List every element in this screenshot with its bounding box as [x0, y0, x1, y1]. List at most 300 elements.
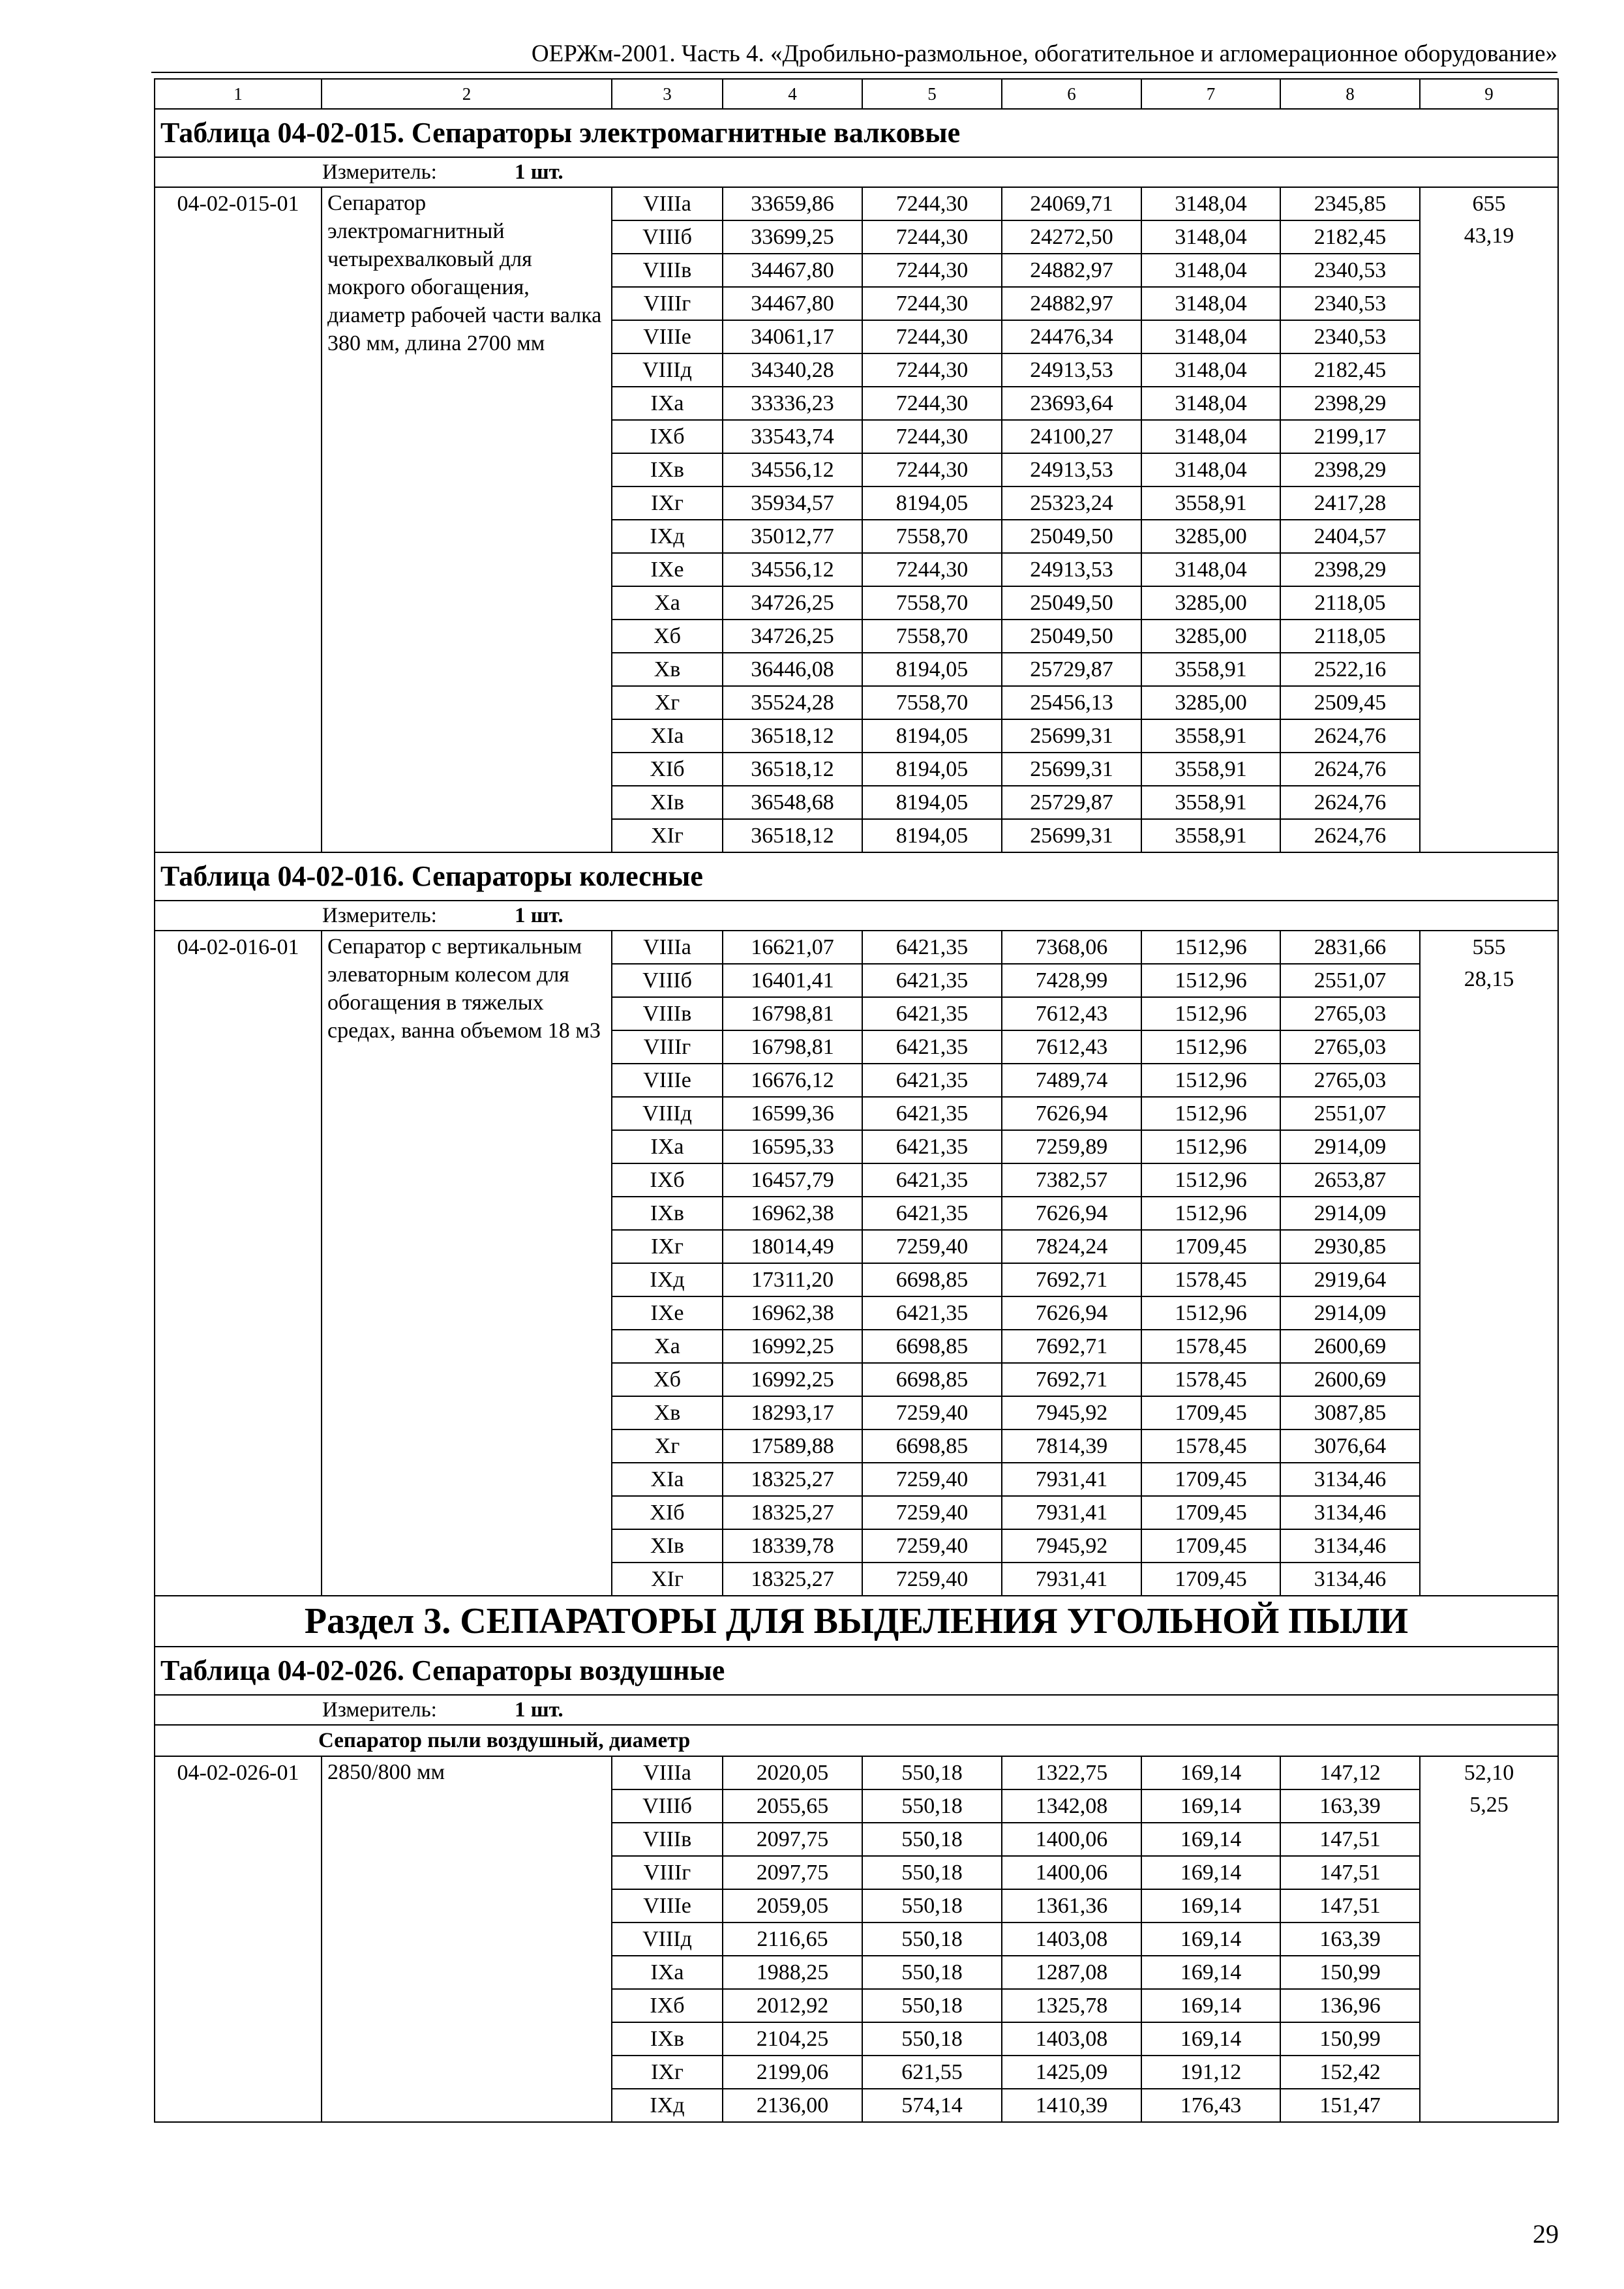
rate-description: Сепаратор с вертикальным элеваторным колесом для обогащения в тяжелых средах, ванна объемом 18 м3	[322, 931, 612, 1596]
table-cell: 24913,53	[1002, 453, 1141, 486]
table-cell: 1578,45	[1141, 1429, 1280, 1463]
table-cell: 7824,24	[1002, 1230, 1141, 1263]
table-cell: XIб	[612, 753, 723, 786]
table-cell: 3148,04	[1141, 453, 1280, 486]
table-cell: 1578,45	[1141, 1263, 1280, 1296]
table-cell: 3558,91	[1141, 719, 1280, 753]
table-title-row	[155, 109, 1558, 157]
column-number-row	[155, 79, 1558, 109]
table-cell: 176,43	[1141, 2089, 1280, 2122]
table-cell: 3134,46	[1280, 1463, 1420, 1496]
table-cell: 1425,09	[1002, 2056, 1141, 2089]
table-cell: 2509,45	[1280, 686, 1420, 719]
table-cell: 34726,25	[723, 620, 862, 653]
table-cell: 621,55	[862, 2056, 1002, 2089]
table-cell: 3148,04	[1141, 220, 1280, 254]
table-cell: 18293,17	[723, 1396, 862, 1429]
table-cell: 7945,92	[1002, 1396, 1141, 1429]
table-cell: 25323,24	[1002, 486, 1141, 520]
table-cell: VIIIв	[612, 1823, 723, 1856]
table-cell: VIIIа	[612, 931, 723, 964]
table-row	[155, 187, 1558, 220]
table-cell: 2930,85	[1280, 1230, 1420, 1263]
table-cell: 7259,40	[862, 1496, 1002, 1529]
table-cell: 34467,80	[723, 254, 862, 287]
column-number: 5	[862, 79, 1002, 109]
table-cell: 3087,85	[1280, 1396, 1420, 1429]
measure-cell	[155, 1695, 1558, 1725]
table-cell: 1342,08	[1002, 1789, 1141, 1823]
table-cell: 7612,43	[1002, 1030, 1141, 1064]
table-cell: 3076,64	[1280, 1429, 1420, 1463]
table-cell: 2012,92	[723, 1989, 862, 2022]
table-cell: 33659,86	[723, 187, 862, 220]
table-cell: 23693,64	[1002, 387, 1141, 420]
table-cell: IXд	[612, 520, 723, 553]
column-9-value: 555	[1472, 935, 1506, 959]
table-cell: 7382,57	[1002, 1163, 1141, 1197]
table-cell: 33543,74	[723, 420, 862, 453]
table-cell: 7259,40	[862, 1563, 1002, 1596]
table-cell: 7259,40	[862, 1230, 1002, 1263]
table-cell: IXд	[612, 1263, 723, 1296]
table-cell: Xа	[612, 1330, 723, 1363]
table-cell: 25049,50	[1002, 620, 1141, 653]
measure-label: Измеритель:	[322, 160, 437, 184]
table-cell: 2551,07	[1280, 964, 1420, 997]
table-cell: 2182,45	[1280, 353, 1420, 387]
table-cell: 2522,16	[1280, 653, 1420, 686]
measure-value: 1 шт.	[515, 904, 564, 927]
column-9-values	[1420, 931, 1558, 1596]
table-cell: 1403,08	[1002, 1922, 1141, 1956]
table-cell: 150,99	[1280, 1956, 1420, 1989]
table-cell: VIIIд	[612, 1097, 723, 1130]
table-cell: 16621,07	[723, 931, 862, 964]
table-cell: 8194,05	[862, 653, 1002, 686]
table-cell: 16798,81	[723, 997, 862, 1030]
table-cell: 6421,35	[862, 1030, 1002, 1064]
table-cell: 2653,87	[1280, 1163, 1420, 1197]
table-cell: 24069,71	[1002, 187, 1141, 220]
table-cell: 169,14	[1141, 1756, 1280, 1789]
table-cell: VIIIд	[612, 353, 723, 387]
table-cell: 16599,36	[723, 1097, 862, 1130]
table-cell: 6421,35	[862, 997, 1002, 1030]
column-9-value: 43,19	[1464, 224, 1514, 248]
measure-row	[155, 901, 1558, 931]
section-title: Раздел 3. СЕПАРАТОРЫ ДЛЯ ВЫДЕЛЕНИЯ УГОЛЬНОЙ ПЫЛИ	[155, 1596, 1558, 1647]
table-cell: 36446,08	[723, 653, 862, 686]
table-cell: IXа	[612, 1956, 723, 1989]
table-cell: Xб	[612, 620, 723, 653]
table-cell: Xв	[612, 653, 723, 686]
table-cell: 7558,70	[862, 586, 1002, 620]
table-cell: 36518,12	[723, 719, 862, 753]
table-cell: 7244,30	[862, 187, 1002, 220]
table-cell: 16992,25	[723, 1363, 862, 1396]
table-cell: 6421,35	[862, 964, 1002, 997]
table-cell: 17311,20	[723, 1263, 862, 1296]
table-cell: IXг	[612, 1230, 723, 1263]
table-cell: 3134,46	[1280, 1563, 1420, 1596]
column-9-value: 655	[1472, 192, 1506, 216]
column-9-value: 28,15	[1464, 967, 1514, 991]
table-cell: 2398,29	[1280, 553, 1420, 586]
measure-cell	[155, 157, 1558, 187]
table-cell: 3148,04	[1141, 187, 1280, 220]
table-cell: 3148,04	[1141, 320, 1280, 353]
table-cell: 2340,53	[1280, 287, 1420, 320]
table-cell: 7931,41	[1002, 1463, 1141, 1496]
table-cell: 2404,57	[1280, 520, 1420, 553]
table-cell: 7626,94	[1002, 1197, 1141, 1230]
table-cell: 550,18	[862, 1756, 1002, 1789]
table-cell: XIг	[612, 1563, 723, 1596]
table-cell: 7931,41	[1002, 1496, 1141, 1529]
table-cell: 3285,00	[1141, 586, 1280, 620]
table-cell: 8194,05	[862, 786, 1002, 819]
table-cell: VIIIг	[612, 1856, 723, 1889]
table-body	[155, 79, 1558, 2122]
table-cell: 1400,06	[1002, 1823, 1141, 1856]
table-cell: 2182,45	[1280, 220, 1420, 254]
table-cell: IXд	[612, 2089, 723, 2122]
estimate-table	[154, 78, 1559, 2123]
table-cell: 2118,05	[1280, 586, 1420, 620]
table-cell: 169,14	[1141, 2022, 1280, 2056]
table-cell: 16798,81	[723, 1030, 862, 1064]
table-cell: 1287,08	[1002, 1956, 1141, 1989]
table-cell: Xг	[612, 1429, 723, 1463]
table-cell: 7259,89	[1002, 1130, 1141, 1163]
table-cell: 1709,45	[1141, 1396, 1280, 1429]
table-cell: 2914,09	[1280, 1197, 1420, 1230]
table-cell: 7489,74	[1002, 1064, 1141, 1097]
table-cell: 1512,96	[1141, 931, 1280, 964]
table-title: Таблица 04-02-015. Сепараторы электромагнитные валковые	[155, 109, 1558, 157]
table-cell: 3558,91	[1141, 753, 1280, 786]
table-cell: 7945,92	[1002, 1529, 1141, 1563]
table-cell: VIIIа	[612, 187, 723, 220]
table-cell: 2059,05	[723, 1889, 862, 1922]
table-cell: 2345,85	[1280, 187, 1420, 220]
table-cell: 163,39	[1280, 1789, 1420, 1823]
table-cell: 34340,28	[723, 353, 862, 387]
table-cell: Xа	[612, 586, 723, 620]
table-cell: 25699,31	[1002, 753, 1141, 786]
table-cell: VIIIв	[612, 997, 723, 1030]
table-cell: 1410,39	[1002, 2089, 1141, 2122]
table-cell: 7558,70	[862, 620, 1002, 653]
table-cell: 8194,05	[862, 719, 1002, 753]
table-cell: 3285,00	[1141, 686, 1280, 719]
table-cell: 1709,45	[1141, 1563, 1280, 1596]
table-cell: 550,18	[862, 2022, 1002, 2056]
measure-row	[155, 157, 1558, 187]
table-cell: 169,14	[1141, 1789, 1280, 1823]
table-cell: 2600,69	[1280, 1330, 1420, 1363]
table-cell: 1512,96	[1141, 1097, 1280, 1130]
table-cell: 16962,38	[723, 1197, 862, 1230]
table-cell: 3148,04	[1141, 387, 1280, 420]
table-cell: 34467,80	[723, 287, 862, 320]
table-cell: 7931,41	[1002, 1563, 1141, 1596]
table-cell: 34061,17	[723, 320, 862, 353]
table-cell: 169,14	[1141, 1856, 1280, 1889]
table-cell: Xг	[612, 686, 723, 719]
table-cell: 34556,12	[723, 553, 862, 586]
rate-code: 04-02-026-01	[155, 1756, 322, 2122]
table-cell: 33336,23	[723, 387, 862, 420]
table-cell: 2055,65	[723, 1789, 862, 1823]
table-cell: 163,39	[1280, 1922, 1420, 1956]
table-cell: 7244,30	[862, 320, 1002, 353]
table-cell: VIIIб	[612, 964, 723, 997]
table-cell: 550,18	[862, 1956, 1002, 1989]
table-cell: 1578,45	[1141, 1363, 1280, 1396]
table-cell: 18325,27	[723, 1496, 862, 1529]
table-cell: 16401,41	[723, 964, 862, 997]
table-cell: 550,18	[862, 1889, 1002, 1922]
table-cell: 169,14	[1141, 1922, 1280, 1956]
table-cell: VIIIд	[612, 1922, 723, 1956]
table-cell: 574,14	[862, 2089, 1002, 2122]
table-cell: 6698,85	[862, 1429, 1002, 1463]
column-number: 3	[612, 79, 723, 109]
table-cell: 6698,85	[862, 1263, 1002, 1296]
table-cell: 3285,00	[1141, 620, 1280, 653]
table-cell: 2097,75	[723, 1823, 862, 1856]
table-cell: 2765,03	[1280, 1030, 1420, 1064]
table-cell: 1709,45	[1141, 1496, 1280, 1529]
table-cell: 7244,30	[862, 287, 1002, 320]
table-cell: IXв	[612, 453, 723, 486]
table-cell: 2831,66	[1280, 931, 1420, 964]
subheading: Сепаратор пыли воздушный, диаметр	[155, 1725, 1558, 1756]
table-cell: 550,18	[862, 1989, 1002, 2022]
table-cell: 7428,99	[1002, 964, 1141, 997]
table-cell: 2118,05	[1280, 620, 1420, 653]
table-cell: 24476,34	[1002, 320, 1141, 353]
table-cell: 191,12	[1141, 2056, 1280, 2089]
column-number: 1	[155, 79, 322, 109]
table-cell: 147,12	[1280, 1756, 1420, 1789]
table-cell: 34556,12	[723, 453, 862, 486]
table-cell: 25699,31	[1002, 819, 1141, 852]
table-cell: 136,96	[1280, 1989, 1420, 2022]
column-9-values	[1420, 1756, 1558, 2122]
table-cell: 25049,50	[1002, 586, 1141, 620]
table-cell: 147,51	[1280, 1889, 1420, 1922]
table-cell: 7558,70	[862, 686, 1002, 719]
table-cell: 16992,25	[723, 1330, 862, 1363]
table-cell: 550,18	[862, 1789, 1002, 1823]
table-cell: Xв	[612, 1396, 723, 1429]
rate-code: 04-02-016-01	[155, 931, 322, 1596]
table-cell: VIIIб	[612, 220, 723, 254]
table-cell: 169,14	[1141, 1956, 1280, 1989]
table-cell: 7244,30	[862, 254, 1002, 287]
table-cell: 2624,76	[1280, 819, 1420, 852]
table-cell: 1512,96	[1141, 1296, 1280, 1330]
table-cell: 1325,78	[1002, 1989, 1141, 2022]
table-cell: 25049,50	[1002, 520, 1141, 553]
table-row	[155, 1756, 1558, 1789]
table-cell: 2104,25	[723, 2022, 862, 2056]
table-cell: 18014,49	[723, 1230, 862, 1263]
table-cell: 7626,94	[1002, 1097, 1141, 1130]
table-cell: 3148,04	[1141, 353, 1280, 387]
table-cell: IXв	[612, 1197, 723, 1230]
table-cell: IXе	[612, 1296, 723, 1330]
table-cell: XIв	[612, 1529, 723, 1563]
table-cell: 7259,40	[862, 1396, 1002, 1429]
table-cell: 3558,91	[1141, 786, 1280, 819]
table-cell: 1322,75	[1002, 1756, 1141, 1789]
measure-label: Измеритель:	[322, 904, 437, 927]
table-cell: IXа	[612, 1130, 723, 1163]
table-cell: 2136,00	[723, 2089, 862, 2122]
table-cell: 2624,76	[1280, 719, 1420, 753]
table-cell: 2551,07	[1280, 1097, 1420, 1130]
table-cell: 16595,33	[723, 1130, 862, 1163]
table-cell: IXв	[612, 2022, 723, 2056]
table-cell: 3134,46	[1280, 1496, 1420, 1529]
table-cell: 2199,06	[723, 2056, 862, 2089]
table-cell: 6421,35	[862, 1197, 1002, 1230]
table-cell: 33699,25	[723, 220, 862, 254]
table-cell: 7626,94	[1002, 1296, 1141, 1330]
table-cell: IXб	[612, 1163, 723, 1197]
table-cell: 7558,70	[862, 520, 1002, 553]
column-number: 6	[1002, 79, 1141, 109]
table-cell: 3148,04	[1141, 287, 1280, 320]
table-cell: 2765,03	[1280, 997, 1420, 1030]
measure-row	[155, 1695, 1558, 1725]
table-cell: 3148,04	[1141, 254, 1280, 287]
table-cell: 7692,71	[1002, 1263, 1141, 1296]
table-cell: 147,51	[1280, 1856, 1420, 1889]
table-cell: VIIIг	[612, 1030, 723, 1064]
measure-label: Измеритель:	[322, 1698, 437, 1722]
table-title-row	[155, 852, 1558, 901]
table-cell: IXб	[612, 420, 723, 453]
rate-description: Сепаратор электромагнитный четырехвалковый для мокрого обогащения, диаметр рабочей части валка 380 мм, длина 2700 мм	[322, 187, 612, 852]
table-cell: XIа	[612, 1463, 723, 1496]
table-cell: 7259,40	[862, 1463, 1002, 1496]
table-cell: 3558,91	[1141, 486, 1280, 520]
table-cell: 3148,04	[1141, 553, 1280, 586]
table-cell: IXб	[612, 1989, 723, 2022]
table-cell: 24882,97	[1002, 287, 1141, 320]
table-title: Таблица 04-02-026. Сепараторы воздушные	[155, 1647, 1558, 1695]
table-cell: 2624,76	[1280, 786, 1420, 819]
column-number: 7	[1141, 79, 1280, 109]
table-cell: 36548,68	[723, 786, 862, 819]
table-cell: 7244,30	[862, 420, 1002, 453]
table-cell: VIIIа	[612, 1756, 723, 1789]
table-cell: 24913,53	[1002, 553, 1141, 586]
table-cell: 3285,00	[1141, 520, 1280, 553]
table-cell: 169,14	[1141, 1823, 1280, 1856]
table-cell: 3558,91	[1141, 653, 1280, 686]
table-cell: XIв	[612, 786, 723, 819]
table-cell: VIIIг	[612, 287, 723, 320]
table-cell: 3558,91	[1141, 819, 1280, 852]
table-cell: 24100,27	[1002, 420, 1141, 453]
table-cell: 169,14	[1141, 1889, 1280, 1922]
table-cell: 25729,87	[1002, 653, 1141, 686]
table-cell: 7692,71	[1002, 1330, 1141, 1363]
table-cell: 1403,08	[1002, 2022, 1141, 2056]
table-cell: 169,14	[1141, 1989, 1280, 2022]
table-cell: VIIIб	[612, 1789, 723, 1823]
table-cell: 18339,78	[723, 1529, 862, 1563]
column-9-value: 52,10	[1464, 1761, 1514, 1785]
table-cell: 2340,53	[1280, 254, 1420, 287]
table-cell: 1709,45	[1141, 1230, 1280, 1263]
table-cell: 7814,39	[1002, 1429, 1141, 1463]
table-cell: 1988,25	[723, 1956, 862, 1989]
table-cell: 6421,35	[862, 1296, 1002, 1330]
table-cell: 2116,65	[723, 1922, 862, 1956]
table-cell: 1512,96	[1141, 964, 1280, 997]
table-title-row	[155, 1647, 1558, 1695]
table-cell: 6421,35	[862, 1064, 1002, 1097]
table-cell: 7244,30	[862, 353, 1002, 387]
table-cell: 2398,29	[1280, 387, 1420, 420]
table-cell: 6421,35	[862, 1097, 1002, 1130]
table-cell: 147,51	[1280, 1823, 1420, 1856]
table-cell: 1512,96	[1141, 1064, 1280, 1097]
table-cell: 1361,36	[1002, 1889, 1141, 1922]
table-cell: 6421,35	[862, 931, 1002, 964]
table-cell: VIIIе	[612, 320, 723, 353]
table-cell: 17589,88	[723, 1429, 862, 1463]
section-title-row	[155, 1596, 1558, 1647]
table-cell: IXг	[612, 2056, 723, 2089]
table-cell: XIа	[612, 719, 723, 753]
table-cell: 2340,53	[1280, 320, 1420, 353]
table-cell: 18325,27	[723, 1463, 862, 1496]
table-cell: 3148,04	[1141, 420, 1280, 453]
table-cell: 2199,17	[1280, 420, 1420, 453]
table-cell: 24272,50	[1002, 220, 1141, 254]
table-cell: 25456,13	[1002, 686, 1141, 719]
table-cell: IXг	[612, 486, 723, 520]
table-cell: VIIIе	[612, 1889, 723, 1922]
table-cell: 2398,29	[1280, 453, 1420, 486]
table-cell: 7259,40	[862, 1529, 1002, 1563]
table-cell: 35934,57	[723, 486, 862, 520]
table-cell: 7612,43	[1002, 997, 1141, 1030]
table-cell: 7692,71	[1002, 1363, 1141, 1396]
measure-value: 1 шт.	[515, 1698, 564, 1722]
table-cell: 36518,12	[723, 819, 862, 852]
table-cell: 2914,09	[1280, 1130, 1420, 1163]
document-header: ОЕРЖм-2001. Часть 4. «Дробильно-размольное, обогатительное и агломерационное оборудование»	[531, 40, 1557, 67]
table-cell: 1578,45	[1141, 1330, 1280, 1363]
table-cell: XIг	[612, 819, 723, 852]
table-cell: 35524,28	[723, 686, 862, 719]
table-cell: IXе	[612, 553, 723, 586]
column-number: 9	[1420, 79, 1558, 109]
table-cell: 18325,27	[723, 1563, 862, 1596]
table-cell: 16676,12	[723, 1064, 862, 1097]
measure-cell	[155, 901, 1558, 931]
table-cell: 6698,85	[862, 1330, 1002, 1363]
